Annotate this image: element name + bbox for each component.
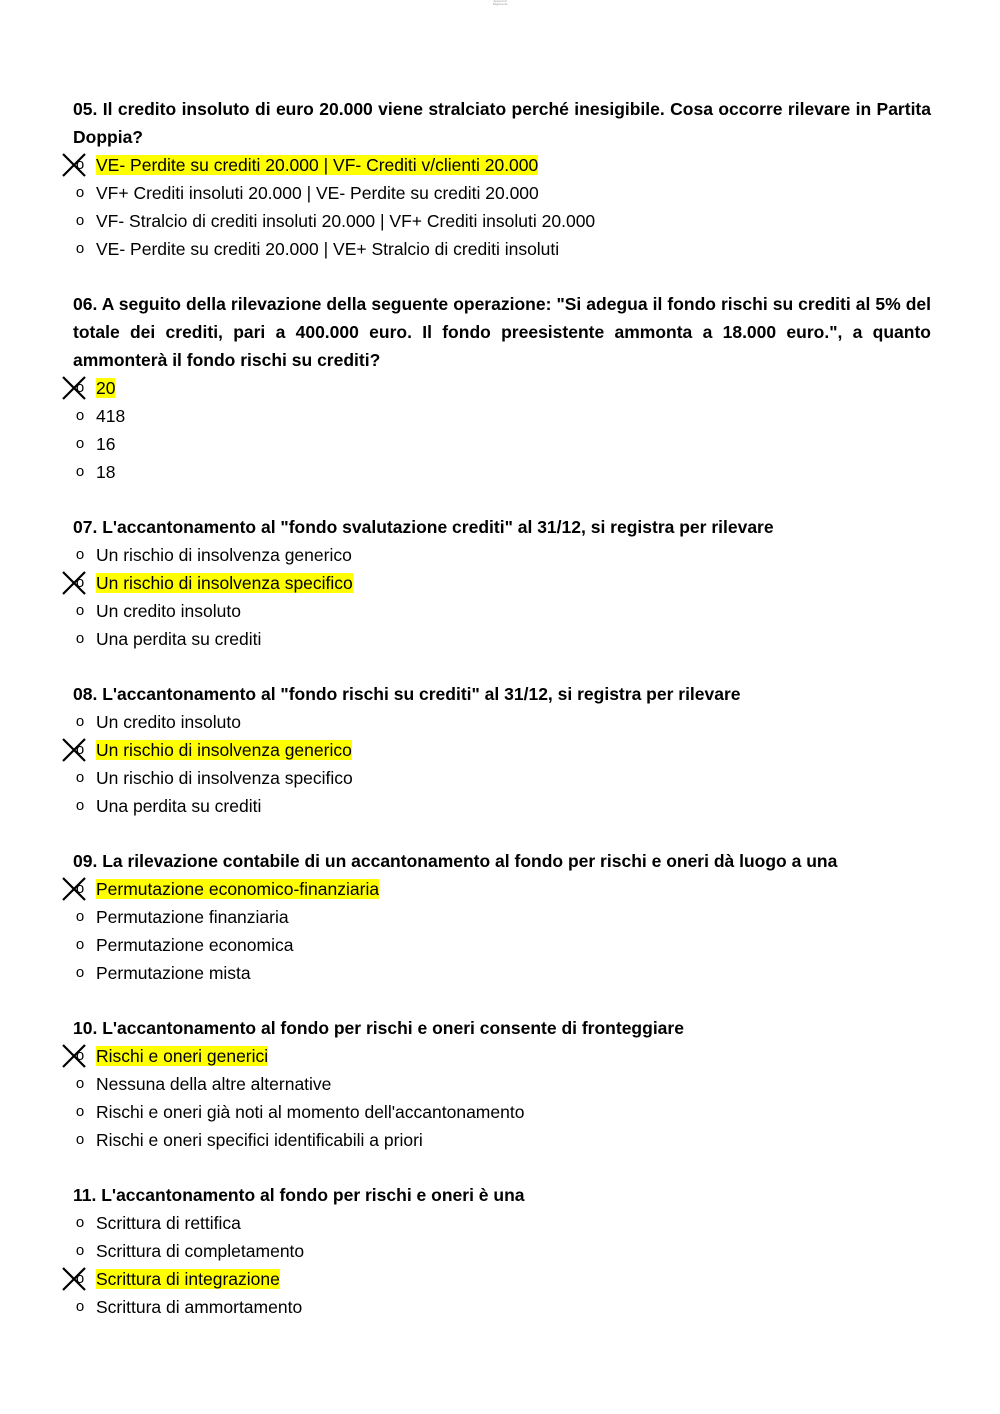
bullet-icon: o — [75, 184, 85, 201]
question-block — [73, 95, 931, 263]
answer-label: Permutazione economico-finanziaria — [96, 879, 380, 899]
bullet-icon: o — [75, 880, 85, 897]
answer-option[interactable] — [73, 959, 931, 987]
answer-label: 16 — [96, 434, 116, 454]
question-text: 09. La rilevazione contabile di un accantonamento al fondo per rischi e oneri dà luogo a una — [73, 851, 838, 871]
answer-label: Rischi e oneri specifici identificabili a priori — [96, 1130, 423, 1150]
bullet-icon: o — [75, 964, 85, 981]
bullet-icon: o — [75, 741, 85, 758]
answer-option[interactable] — [73, 1070, 931, 1098]
answer-options — [73, 374, 931, 486]
question-text: 08. L'accantonamento al "fondo rischi su crediti" al 31/12, si registra per rilevare — [73, 684, 741, 704]
bullet-icon: o — [75, 1047, 85, 1064]
bullet-icon: o — [75, 574, 85, 591]
question-block — [73, 847, 931, 987]
answer-label: Una perdita su crediti — [96, 796, 262, 816]
answer-option[interactable] — [73, 625, 931, 653]
question-text: 07. L'accantonamento al "fondo svalutazione crediti" al 31/12, si registra per rilevare — [73, 517, 774, 537]
bullet-icon: o — [75, 156, 85, 173]
bullet-icon: o — [75, 407, 85, 424]
answer-option[interactable] — [73, 235, 931, 263]
answer-label: Scrittura di completamento — [96, 1241, 305, 1261]
answer-option[interactable] — [73, 179, 931, 207]
answer-option-selected[interactable] — [73, 1042, 931, 1070]
question-block — [73, 1181, 931, 1321]
answer-option[interactable] — [73, 1293, 931, 1321]
x-mark-icon — [61, 876, 87, 902]
answer-label: VF+ Crediti insoluti 20.000 | VE- Perdite su crediti 20.000 — [96, 183, 539, 203]
bullet-icon: o — [75, 769, 85, 786]
question-block — [73, 290, 931, 486]
answer-option[interactable] — [73, 708, 931, 736]
answer-label: Un credito insoluto — [96, 601, 241, 621]
question-text: 11. L'accantonamento al fondo per rischi e oneri è una — [73, 1185, 525, 1205]
answer-option[interactable] — [73, 1209, 931, 1237]
answer-label: 18 — [96, 462, 116, 482]
answer-label: Scrittura di ammortamento — [96, 1297, 303, 1317]
question-text: 10. L'accantonamento al fondo per rischi e oneri consente di fronteggiare — [73, 1018, 684, 1038]
bullet-icon: o — [75, 212, 85, 229]
answer-option[interactable] — [73, 597, 931, 625]
bullet-icon: o — [75, 240, 85, 257]
question-block — [73, 680, 931, 820]
x-mark-icon — [61, 375, 87, 401]
answer-label: Rischi e oneri già noti al momento dell'accantonamento — [96, 1102, 525, 1122]
answer-option-selected[interactable] — [73, 736, 931, 764]
answer-option[interactable] — [73, 1237, 931, 1265]
answer-options — [73, 541, 931, 653]
question-block — [73, 513, 931, 653]
answer-label: VE- Perdite su crediti 20.000 | VF- Crediti v/clienti 20.000 — [96, 155, 539, 175]
answer-options — [73, 708, 931, 820]
x-mark-icon — [61, 1266, 87, 1292]
quiz-page — [73, 95, 931, 1348]
answer-label: Un rischio di insolvenza generico — [96, 740, 352, 760]
bullet-icon: o — [75, 797, 85, 814]
answer-label: Un rischio di insolvenza specifico — [96, 768, 353, 788]
answer-option-selected[interactable] — [73, 374, 931, 402]
answer-label: Un rischio di insolvenza generico — [96, 545, 352, 565]
question-text: 05. Il credito insoluto di euro 20.000 viene stralciato perché inesigibile. Cosa occorre rilevare in Partita Doppia? — [73, 99, 931, 147]
header-mark: Appunti di Ragioneria — [492, 0, 508, 6]
x-mark-icon — [61, 737, 87, 763]
answer-option-selected[interactable] — [73, 569, 931, 597]
answer-label: 418 — [96, 406, 126, 426]
answer-option[interactable] — [73, 1098, 931, 1126]
answer-option-selected[interactable] — [73, 151, 931, 179]
answer-option[interactable] — [73, 430, 931, 458]
answer-label: VE- Perdite su crediti 20.000 | VE+ Stralcio di crediti insoluti — [96, 239, 560, 259]
bullet-icon: o — [75, 602, 85, 619]
bullet-icon: o — [75, 1242, 85, 1259]
answer-option[interactable] — [73, 458, 931, 486]
answer-options — [73, 875, 931, 987]
answer-options — [73, 1209, 931, 1321]
x-mark-icon — [61, 570, 87, 596]
answer-label: Permutazione finanziaria — [96, 907, 289, 927]
bullet-icon: o — [75, 1131, 85, 1148]
x-mark-icon — [61, 1043, 87, 1069]
answer-label: VF- Stralcio di crediti insoluti 20.000 | VF+ Crediti insoluti 20.000 — [96, 211, 596, 231]
bullet-icon: o — [75, 713, 85, 730]
answer-option[interactable] — [73, 402, 931, 430]
bullet-icon: o — [75, 379, 85, 396]
answer-options — [73, 1042, 931, 1154]
answer-label: Permutazione economica — [96, 935, 294, 955]
bullet-icon: o — [75, 463, 85, 480]
bullet-icon: o — [75, 1298, 85, 1315]
x-mark-icon — [61, 152, 87, 178]
question-text: 06. A seguito della rilevazione della seguente operazione: "Si adegua il fondo rischi su crediti al 5% del totale dei crediti, pari a 400.000 euro. Il fondo preesistente ammonta a 18.000 euro.", a quanto ammonterà il fondo rischi su crediti? — [73, 294, 931, 370]
bullet-icon: o — [75, 435, 85, 452]
answer-label: Un credito insoluto — [96, 712, 241, 732]
answer-label: Permutazione mista — [96, 963, 251, 983]
answer-label: Rischi e oneri generici — [96, 1046, 269, 1066]
answer-label: Nessuna della altre alternative — [96, 1074, 332, 1094]
answer-options — [73, 151, 931, 263]
bullet-icon: o — [75, 1214, 85, 1231]
bullet-icon: o — [75, 630, 85, 647]
bullet-icon: o — [75, 1075, 85, 1092]
answer-option[interactable] — [73, 1126, 931, 1154]
answer-label: Scrittura di rettifica — [96, 1213, 241, 1233]
answer-label: 20 — [96, 378, 116, 398]
bullet-icon: o — [75, 1270, 85, 1287]
answer-option[interactable] — [73, 541, 931, 569]
answer-label: Scrittura di integrazione — [96, 1269, 280, 1289]
answer-option[interactable] — [73, 207, 931, 235]
answer-option[interactable] — [73, 792, 931, 820]
bullet-icon: o — [75, 546, 85, 563]
bullet-icon: o — [75, 936, 85, 953]
answer-option[interactable] — [73, 931, 931, 959]
answer-option-selected[interactable] — [73, 1265, 931, 1293]
bullet-icon: o — [75, 908, 85, 925]
bullet-icon: o — [75, 1103, 85, 1120]
answer-label: Un rischio di insolvenza specifico — [96, 573, 353, 593]
answer-option-selected[interactable] — [73, 875, 931, 903]
answer-label: Una perdita su crediti — [96, 629, 262, 649]
question-block — [73, 1014, 931, 1154]
answer-option[interactable] — [73, 903, 931, 931]
answer-option[interactable] — [73, 764, 931, 792]
